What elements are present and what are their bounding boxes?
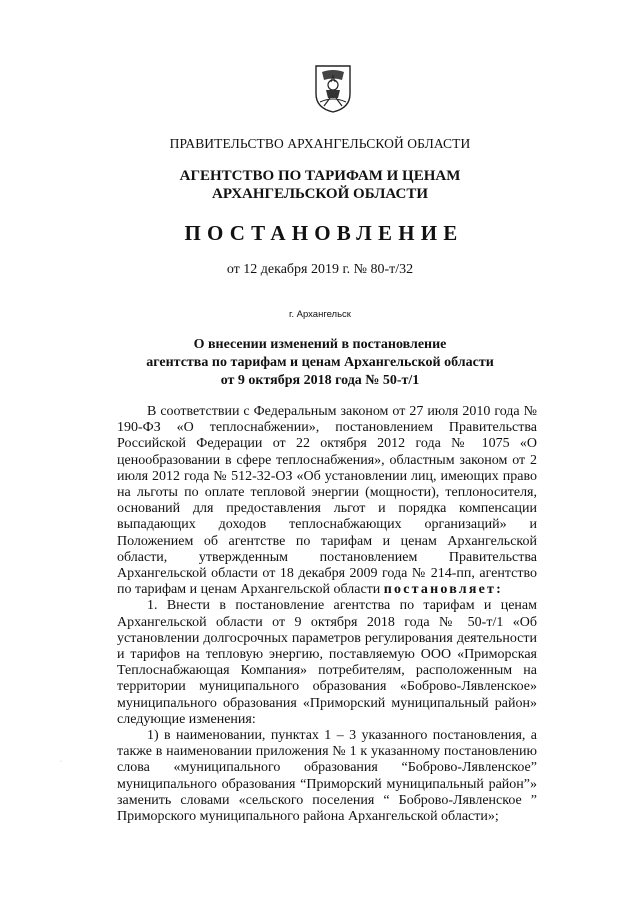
document-title-line2: агентства по тарифам и ценам Архангельской области [146, 355, 494, 370]
document-body [117, 404, 537, 825]
document-title-line3: от 9 октября 2018 года № 50-т/1 [220, 373, 420, 388]
margin-mark: · [60, 759, 62, 765]
government-name: ПРАВИТЕЛЬСТВО АРХАНГЕЛЬСКОЙ ОБЛАСТИ [169, 136, 471, 151]
document-title-line1: О внесении изменений в постановление [193, 337, 447, 352]
resolves-word: постановляет [383, 582, 497, 598]
coat-of-arms-icon [314, 64, 352, 114]
document-type: ПОСТАНОВЛЕНИЕ [184, 221, 464, 245]
subclause-1-paragraph: 1) в наименовании, пунктах 1 – 3 указанного постановления, а также в наименовании приложения № 1 к указанному постановлению слова «муниципального образования “Боброво-Лявленское” муниципального образования “Приморский муниципальный район”» заменить словами «сельского поселения “ Боброво-Лявленское ” Приморского муниципального района Архангельской области»; [117, 728, 537, 825]
preamble-text: В соответствии с Федеральным законом от 27 июля 2010 года № 190-ФЗ «О теплоснабжении», постановлением Правительства Российской Федерации от 22 октября 2012 года № 1075 «О ценообразовании в сфере теплоснабжения», областным законом от 2 июля 2012 года № 512-32-ОЗ «Об установлении лиц, имеющих право на льготы по оплате тепловой энергии (мощности), теплоносителя, оснований для предоставления льгот и порядка компенсации выпадающих доходов теплоснабжающих организаций» и Положением об агентстве по тарифам и ценам Архангельской области, утвержденным постановлением Правительства Архангельской области от 18 декабря 2009 года № 214-пп, агентство по тарифам и ценам Архангельской области [117, 404, 537, 598]
document-date-number: от 12 декабря 2019 г. № 80-т/32 [226, 262, 414, 277]
clause-1-paragraph: 1. Внести в постановление агентства по тарифам и ценам Архангельской области от 9 октября 2018 года № 50-т/1 «Об установлении долгосрочных параметров регулирования деятельности и тарифов на тепловую энергию, поставляемую ООО «Приморская Теплоснабжающая Компания» потребителям, расположенным на территории муниципального образования «Боброво-Лявленское» муниципального образования «Приморский муниципальный район» следующие изменения: [117, 598, 537, 727]
document-city: г. Архангельск [289, 309, 351, 320]
preamble-paragraph [117, 404, 537, 598]
agency-name-line2: АРХАНГЕЛЬСКОЙ ОБЛАСТИ [212, 186, 428, 202]
agency-name [0, 167, 640, 203]
agency-name-line1: АГЕНТСТВО ПО ТАРИФАМ И ЦЕНАМ [179, 168, 461, 184]
resolves-colon: : [496, 582, 503, 598]
document-title [0, 336, 640, 390]
